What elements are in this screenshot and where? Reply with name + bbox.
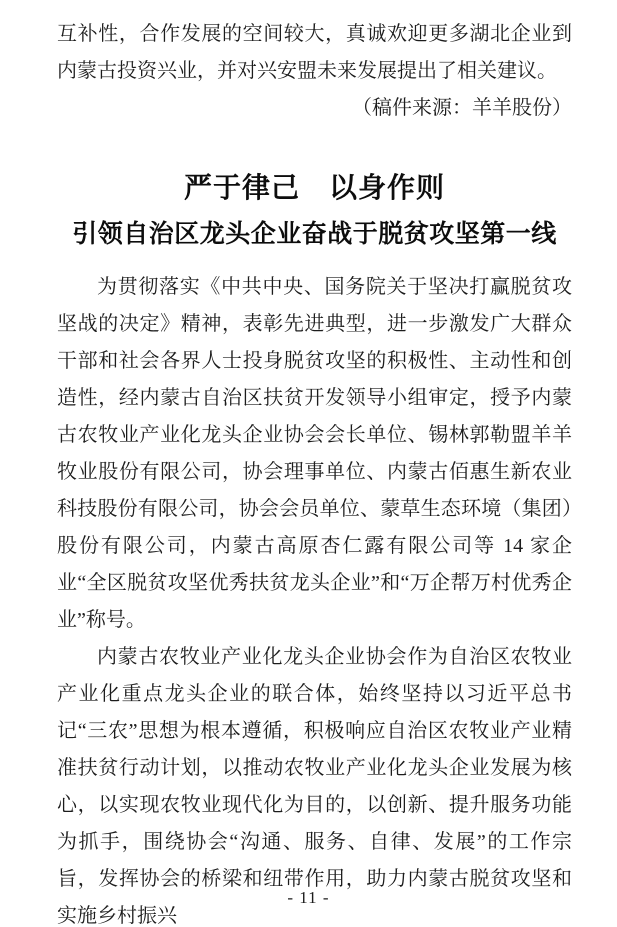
body-paragraph-1: 为贯彻落实《中共中央、国务院关于坚决打赢脱贫攻坚战的决定》精神，表彰先进典型，进一步激发广大群众干部和社会各界人士投身脱贫攻坚的积极性、主动性和创造性，经内蒙古自治区扶贫开发领导小组审定，授予内蒙古农牧业产业化龙头企业协会会长单位、锡林郭勒盟羊羊牧业股份有限公司，协会理事单位、内蒙古佰惠生新农业科技股份有限公司，协会会员单位、蒙草生态环境（集团）股份有限公司，内蒙古高原杏仁露有限公司等 14 家企业“全区脱贫攻坚优秀扶贫龙头企业”和“万企帮万村优秀企业”称号。 bbox=[57, 276, 572, 631]
page-number: - 11 - bbox=[287, 888, 330, 907]
source-attribution: （稿件来源：羊羊股份） bbox=[352, 97, 572, 119]
body-paragraph-2: 内蒙古农牧业产业化龙头企业协会作为自治区农牧业产业化重点龙头企业的联合体，始终坚持以习近平总书记“三农”思想为根本遵循，积极响应自治区农牧业产业精准扶贫行动计划，以推动农牧业产业化龙头企业发展为核心，以实现农牧业现代化为目的，以创新、提升服务功能为抓手，围绕协会“沟通、服务、自律、发展”的工作宗旨，发挥协会的桥梁和纽带作用，助力内蒙古脱贫攻坚和实施乡村振兴 bbox=[57, 646, 572, 927]
article-title-main: 严于律己 以身作则 bbox=[183, 173, 445, 204]
article-title-subtitle: 引领自治区龙头企业奋战于脱贫攻坚第一线 bbox=[72, 221, 557, 248]
continuation-paragraph: 互补性，合作发展的空间较大，真诚欢迎更多湖北企业到内蒙古投资兴业，并对兴安盟未来发展提出了相关建议。 bbox=[57, 23, 572, 82]
